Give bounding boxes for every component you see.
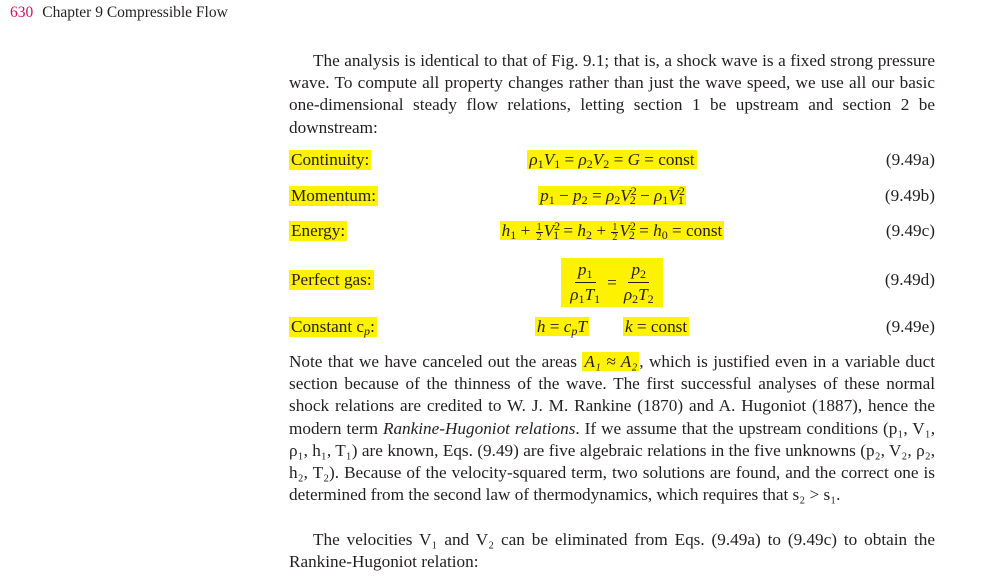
energy-label: Energy: [291, 221, 346, 240]
equation-number: (9.49d) [884, 270, 935, 289]
continuity-formula: $\rho_1V_1 = \rho_2V_2 = G$ = const [529, 150, 695, 171]
equation-number: (9.49e) [885, 317, 935, 336]
rankine-hugoniot-term: Rankine-Hugoniot relations [382, 418, 576, 438]
page-header [10, 4, 228, 22]
perfect-gas-label: Perfect gas: [291, 270, 372, 289]
perfect-gas-formula: $\frac{p_1}{\rho_1T_1}$ = $\frac{p_2}{\rho_2T_2}$ [289, 258, 935, 307]
chapter-title: Chapter 9 Compressible Flow [42, 4, 228, 21]
momentum-label: Momentum: [291, 186, 376, 205]
equation-number: (9.49b) [884, 186, 935, 205]
intro-paragraph: The analysis is identical to that of Fig. 9.1; that is, a shock wave is a fixed strong pressure wave. To compute all property changes rather than just the wave speed, we use all our basic one-dimensional steady flow relations, letting section 1 be upstream and section 2 be downstream: [289, 51, 935, 137]
closing-paragraph: The velocities V₁ and V₂ can be eliminated from Eqs. (9.49a) to (9.49c) to obtain the Rankine-Hugoniot relation: [289, 530, 935, 572]
equation-constant-cp [289, 317, 935, 347]
body-paragraph: Note that we have canceled out the areas A₁ ≈ A₂ , which is justified even in a variable duct section because of the thinness of the wave. The first successful analyses of these normal shock relations are credited to W. J. M. Rankine (1870) and A. Hugoniot (1887), hence the modern term Rankine-Hugoniot relations. If we assume that the upstream conditions (p₁, V₁, ρ₁, h₁, T₁) are known, Eqs. (9.49) are five algebraic relations in the five unknowns (p₂, V₂, ρ₂, h₂, T₂). Because of the velocity-squared term, two solutions are found, and the correct one is determined from the second law of thermodynamics, which requires that s₂ > s₁. [289, 352, 936, 505]
equation-momentum [289, 186, 935, 216]
constant-cp-label: Constant $c_p$: [291, 317, 375, 338]
continuity-label: Continuity: [291, 150, 370, 169]
equation-number: (9.49a) [885, 150, 935, 169]
equation-perfect-gas [289, 260, 935, 306]
constant-cp-formula: $h = c_pT$ k = const [536, 317, 688, 338]
equation-energy [289, 221, 935, 251]
energy-formula: $h_1$ + $\frac{1}{2}$ $V^2_1 = h_2$ + $\frac{1}{2}$ $V^2_2 = h_0$ = const [501, 219, 723, 243]
equation-continuity [289, 150, 935, 180]
area-highlight: A₁ ≈ A₂ [584, 352, 638, 371]
page-number: 630 [10, 4, 34, 21]
equation-number: (9.49c) [885, 221, 935, 240]
momentum-formula: $p_1 - p_2 = \rho_2V^2_2 - \rho_1V^2_1$ [540, 184, 685, 207]
